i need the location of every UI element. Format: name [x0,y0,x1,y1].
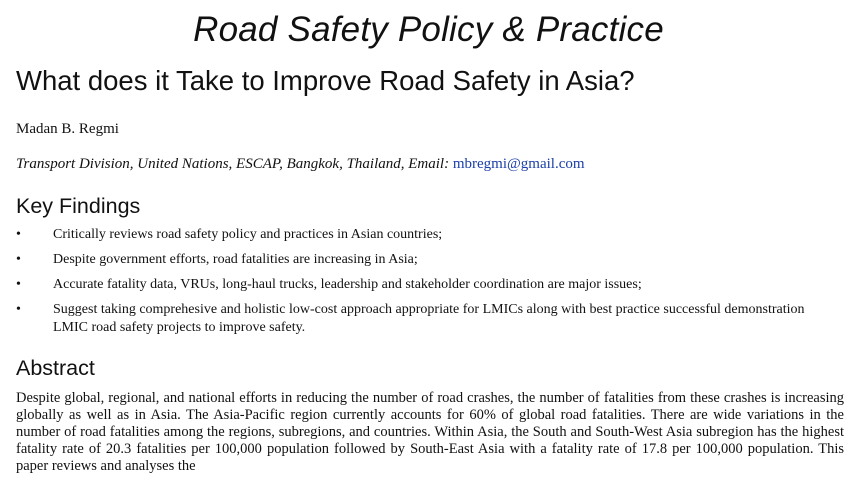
key-findings-list [16,226,836,344]
author-name: Madan B. Regmi [16,121,119,137]
article-title: What does it Take to Improve Road Safety in Asia? [16,65,635,96]
bullet-icon: • [16,302,21,317]
finding-text: Suggest taking comprehesive and holistic low-cost approach appropriate for LMICs along with best practice successful demonstration LMIC road safety projects to improve safety. [53,302,805,335]
finding-text: Despite government efforts, road fatalities are increasing in Asia; [53,252,418,267]
abstract-text: Despite global, regional, and national efforts in reducing the number of road crashes, the number of fatalities from these crashes is increasing globally as well as in Asia. The Asia-Pacific region currently accounts for 60% of global road fatalities. There are wide variations in the number of road fatalities among the regions, subregions, and countries. Within Asia, the South and South-West Asia subregion has the highest fatality rate of 20.3 fatalities per 100,000 population followed by South-East Asia with a fatality rate of 17.8 per 100,000 population. This paper reviews and analyses the [16,390,844,474]
finding-text: Accurate fatality data, VRUs, long-haul trucks, leadership and stakeholder coordination are major issues; [53,277,642,292]
key-findings-heading: Key Findings [16,194,141,218]
list-item [16,276,836,294]
bullet-icon: • [16,277,21,292]
list-item [16,226,836,244]
affiliation-text: Transport Division, United Nations, ESCAP, Bangkok, Thailand, Email: [16,156,450,172]
bullet-icon: • [16,227,21,242]
list-item [16,301,836,337]
journal-title: Road Safety Policy & Practice [193,10,664,49]
finding-text: Critically reviews road safety policy and practices in Asian countries; [53,227,443,242]
bullet-icon: • [16,252,21,267]
list-item [16,251,836,269]
abstract-heading: Abstract [16,356,95,380]
author-email-link[interactable]: mbregmi@gmail.com [452,156,585,172]
affiliation [16,154,585,174]
